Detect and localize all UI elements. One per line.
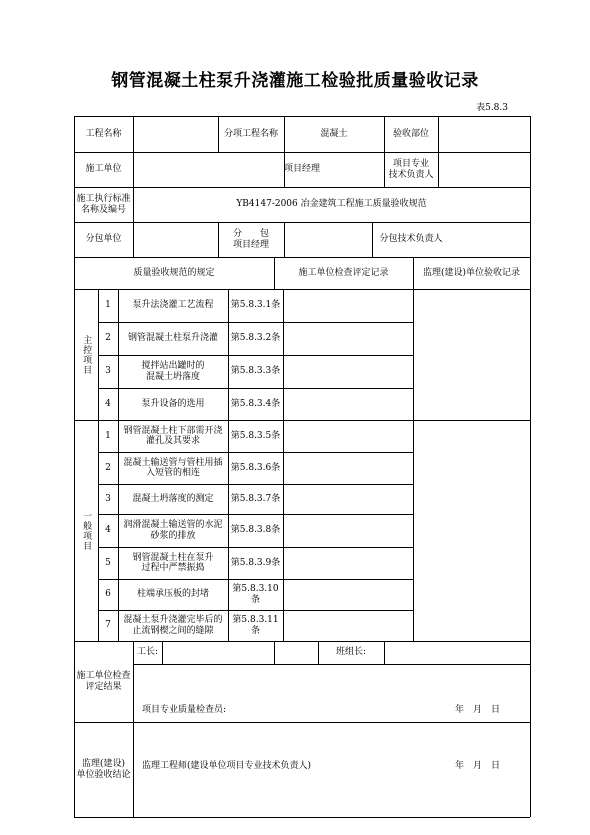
page-title: 钢管混凝土柱泵升浇灌施工检验批质量验收记录 xyxy=(111,71,479,91)
item-clause: 第5.8.3.3条 xyxy=(230,366,281,377)
grid-line xyxy=(74,722,530,723)
item-name: 钢管混凝土柱下部需开浇 灌孔及其要求 xyxy=(123,425,223,446)
inspector-label: 项目专业质量检查员: xyxy=(142,704,227,715)
tech-lead-field xyxy=(438,152,530,187)
item-number: 7 xyxy=(105,620,111,631)
constructor-label: 施工单位 xyxy=(85,164,122,175)
grid-line xyxy=(133,641,134,817)
project-name-field xyxy=(133,116,218,152)
project-manager-label: 项目经理 xyxy=(284,164,321,175)
col-construction-header: 施工单位检查评定记录 xyxy=(298,267,389,278)
acceptance-part-label: 验收部位 xyxy=(392,128,429,139)
item-name: 柱端承压板的封堵 xyxy=(136,589,209,600)
item-number: 1 xyxy=(105,300,111,311)
general-items-label: 一般项目 xyxy=(81,510,92,551)
project-name-label: 工程名称 xyxy=(85,128,122,139)
item-number: 4 xyxy=(105,398,111,409)
item-clause: 第5.8.3.5条 xyxy=(230,430,281,441)
supervision-engineer-label: 监理工程师(建设单位项目专业技术负责人) xyxy=(142,760,312,771)
construction-result-label: 施工单位检查 评定结果 xyxy=(76,671,131,692)
item-clause: 第5.8.3.1条 xyxy=(230,300,281,311)
item-number: 2 xyxy=(105,462,111,473)
item-number: 3 xyxy=(105,493,111,504)
item-number: 4 xyxy=(105,525,111,536)
item-name: 混凝土输送管与管柱用插 入短管的相连 xyxy=(123,457,223,478)
subproject-field: 混凝土 xyxy=(320,128,348,139)
item-number: 3 xyxy=(105,366,111,377)
date-label: 年 月 日 xyxy=(454,760,500,771)
col-supervision-header: 监理(建设)单位验收记录 xyxy=(422,267,521,278)
construction-check-main[interactable] xyxy=(283,289,413,420)
item-name: 润滑混凝土输送管的水泥 砂浆的排放 xyxy=(123,520,223,541)
team-leader-field xyxy=(384,641,530,664)
item-name: 钢管混凝土柱泵升浇灌 xyxy=(127,333,218,344)
item-name: 搅拌站出罐时的 混凝土坍落度 xyxy=(141,361,205,382)
item-clause: 第5.8.3.2条 xyxy=(230,333,281,344)
tech-lead-label: 项目专业 技术负责人 xyxy=(388,159,434,180)
construction-check-general[interactable] xyxy=(283,420,413,641)
table-number: 表5.8.3 xyxy=(476,103,508,113)
foreman-label: 工长: xyxy=(136,647,159,658)
grid-line xyxy=(274,641,275,664)
acceptance-part-field xyxy=(438,116,530,152)
item-name: 泵升设备的选用 xyxy=(141,398,205,409)
item-clause: 第5.8.3.4条 xyxy=(230,398,281,409)
standard-value: YB4147-2006 冶金建筑工程施工质量验收规范 xyxy=(236,199,427,210)
item-name: 混凝土坍落度的测定 xyxy=(132,493,214,504)
grid-line xyxy=(133,664,530,665)
item-name: 钢管混凝土柱在泵升 过程中严禁振捣 xyxy=(132,552,214,573)
item-name: 混凝土泵升浇灌完毕后的 止流钢楔之间的缝隙 xyxy=(123,615,223,636)
foreman-field xyxy=(162,641,274,664)
subcontractor-field xyxy=(133,222,218,257)
item-clause: 第5.8.3.7条 xyxy=(230,493,281,504)
sub-pm-field xyxy=(284,222,372,257)
sub-pm-label: 分 包 项目经理 xyxy=(232,229,269,250)
item-number: 5 xyxy=(105,557,111,568)
item-clause: 第5.8.3.6条 xyxy=(230,462,281,473)
grid-line xyxy=(530,116,531,817)
item-clause: 第5.8.3.8条 xyxy=(230,525,281,536)
grid-line xyxy=(74,817,530,818)
constructor-field xyxy=(133,152,284,187)
standard-label: 施工执行标准 名称及编号 xyxy=(76,194,131,215)
item-clause: 第5.8.3.9条 xyxy=(230,557,281,568)
item-number: 2 xyxy=(105,333,111,344)
item-clause: 第5.8.3.10 条 xyxy=(232,584,279,605)
sub-tech-label: 分包技术负责人 xyxy=(379,234,443,245)
supervision-conclusion-label: 监理(建设) 单位验收结论 xyxy=(76,759,131,780)
item-clause: 第5.8.3.11 条 xyxy=(232,615,279,636)
subcontractor-label: 分包单位 xyxy=(85,234,122,245)
supervision-check-main[interactable] xyxy=(413,289,530,420)
main-control-label: 主控项目 xyxy=(81,334,92,375)
team-leader-label: 班组长: xyxy=(335,647,367,658)
item-name: 泵升法浇灌工艺流程 xyxy=(132,300,214,311)
item-number: 1 xyxy=(105,430,111,441)
supervision-check-general[interactable] xyxy=(413,420,530,641)
col-spec-header: 质量验收规范的规定 xyxy=(133,267,215,278)
date-label: 年 月 日 xyxy=(454,704,500,715)
subproject-label: 分项工程名称 xyxy=(223,128,278,139)
sub-tech-field xyxy=(450,222,530,257)
item-number: 6 xyxy=(105,589,111,600)
